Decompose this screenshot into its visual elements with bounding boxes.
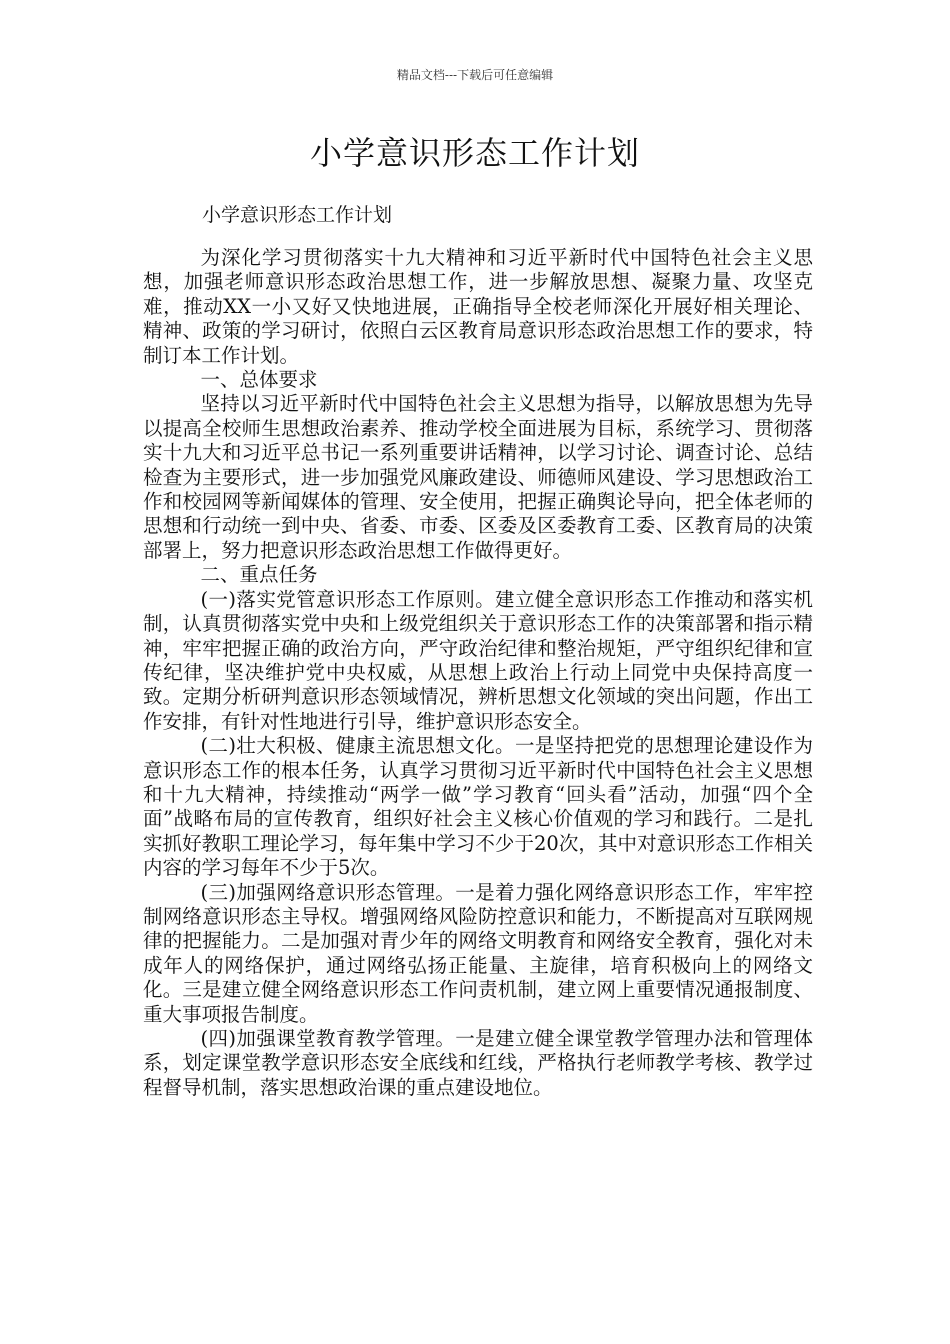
section-heading-key-tasks: 二、重点任务 (200, 563, 318, 587)
document-body (143, 246, 813, 1100)
paragraph-task-1: (一)落实党管意识形态工作原则。建立健全意识形态工作推动和落实机制，认真贯彻落实党中央和上级党组织关于意识形态工作的决策部署和指示精神，牢牢把握正确的政治方向，严守政治纪律和整治规矩，严守组织纪律和宣传纪律，坚决维护党中央权威，从思想上政治上行动上同党中央保持高度一致。定期分析研判意识形态领域情况，辨析思想文化领域的突出问题，作出工作安排，有针对性地进行引导，维护意识形态安全。 (143, 587, 813, 733)
document-title: 小学意识形态工作计划 (309, 134, 640, 172)
paragraph-task-2: (二)壮大积极、健康主流思想文化。一是坚持把党的思想理论建设作为意识形态工作的根本任务，认真学习贯彻习近平新时代中国特色社会主义思想和十九大精神，持续推动“两学一做”学习教育“回头看”活动，加强“四个全面”战略布局的宣传教育，组织好社会主义核心价值观的学习和践行。二是扎实抓好教职工理论学习，每年集中学习不少于20次，其中对意识形态工作相关内容的学习每年不少于5次。 (143, 734, 813, 880)
section-heading-general-requirements: 一、总体要求 (200, 368, 318, 392)
document-subtitle: 小学意识形态工作计划 (202, 204, 393, 226)
header-note: 精品文档---下载后可任意编辑 (396, 68, 554, 82)
paragraph-general-requirements: 坚持以习近平新时代中国特色社会主义思想为指导，以解放思想为先导以提高全校师生思想政治素养、推动学校全面进展为目标，系统学习、贯彻落实十九大和习近平总书记一系列重要讲话精神，以学习讨论、调查讨论、总结检查为主要形式，进一步加强党风廉政建设、师德师风建设、学习思想政治工作和校园网等新闻媒体的管理、安全使用，把握正确舆论导向，把全体老师的思想和行动统一到中央、省委、市委、区委及区委教育工委、区教育局的决策部署上，努力把意识形态政治思想工作做得更好。 (143, 392, 813, 562)
paragraph-intro: 为深化学习贯彻落实十九大精神和习近平新时代中国特色社会主义思想，加强老师意识形态政治思想工作，进一步解放思想、凝聚力量、攻坚克难，推动XX一小又好又快地进展，正确指导全校老师深化开展好相关理论、精神、政策的学习研讨，依照白云区教育局意识形态政治思想工作的要求，特制订本工作计划。 (143, 246, 813, 367)
paragraph-task-3: (三)加强网络意识形态管理。一是着力强化网络意识形态工作，牢牢控制网络意识形态主导权。增强网络风险防控意识和能力，不断提高对互联网规律的把握能力。二是加强对青少年的网络文明教育和网络安全教育，强化对未成年人的网络保护，通过网络弘扬正能量、主旋律，培育积极向上的网络文化。三是建立健全网络意识形态工作问责机制，建立网上重要情况通报制度、重大事项报告制度。 (143, 880, 813, 1026)
paragraph-task-4: (四)加强课堂教育教学管理。一是建立健全课堂教学管理办法和管理体系，划定课堂教学意识形态安全底线和红线，严格执行老师教学考核、教学过程督导机制，落实思想政治课的重点建设地位。 (143, 1027, 813, 1099)
